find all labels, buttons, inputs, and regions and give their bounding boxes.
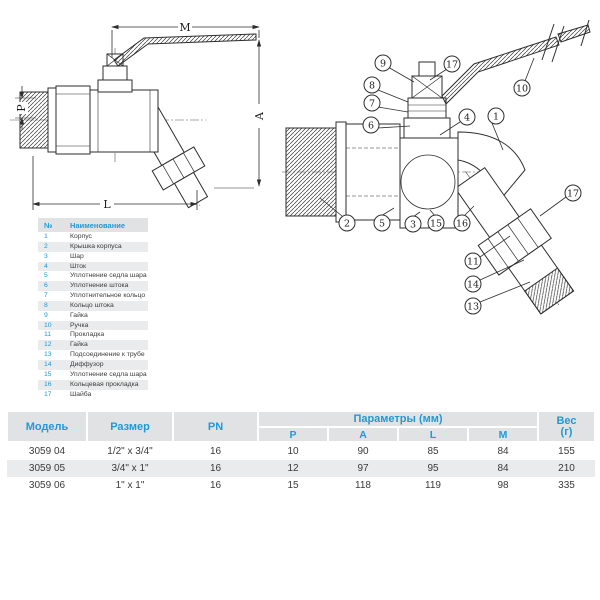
part-name: Корпус bbox=[70, 233, 92, 240]
part-name: Подсоединение к трубе bbox=[70, 351, 145, 359]
a-cell: 90 bbox=[357, 446, 369, 457]
callout-1 bbox=[488, 108, 504, 124]
part-number: 11 bbox=[44, 331, 52, 339]
col-header-size: Размер bbox=[87, 411, 173, 442]
m-cell: 84 bbox=[497, 463, 509, 474]
table-row bbox=[38, 301, 148, 311]
weight-cell: 335 bbox=[558, 480, 575, 491]
p-cell: 12 bbox=[287, 463, 299, 474]
weight-label-line2: (г) bbox=[560, 425, 573, 438]
table-row bbox=[38, 340, 148, 350]
stem-assembly bbox=[404, 62, 450, 138]
callout-13 bbox=[465, 298, 481, 314]
ball-chamber bbox=[400, 138, 458, 228]
table-row bbox=[38, 370, 148, 380]
parts-list-table bbox=[38, 218, 148, 399]
parts-col-num-header: № bbox=[38, 218, 69, 232]
callout-8 bbox=[364, 77, 380, 93]
size-cell: 3/4" x 1" bbox=[111, 463, 149, 474]
callout-4 bbox=[459, 109, 475, 125]
part-name: Крышка корпуса bbox=[70, 242, 122, 250]
part-name: Диффузор bbox=[70, 360, 104, 368]
parts-col-name-header: Наименование bbox=[69, 218, 148, 232]
technical-drawing-side-view bbox=[2, 14, 274, 216]
part-name: Кольцевая прокладка bbox=[70, 380, 139, 388]
part-name: Прокладка bbox=[70, 331, 105, 339]
callout-10 bbox=[514, 80, 530, 96]
table-row bbox=[7, 442, 595, 460]
svg-text:3: 3 bbox=[409, 219, 417, 231]
a-cell: 118 bbox=[355, 480, 371, 491]
l-cell: 85 bbox=[427, 446, 439, 457]
col-header-p: P bbox=[258, 427, 328, 442]
dim-label-p: P bbox=[15, 104, 28, 112]
part-number: 9 bbox=[44, 311, 48, 319]
model-cell: 3059 05 bbox=[28, 463, 66, 474]
parts-header-row bbox=[38, 218, 148, 232]
table-row bbox=[38, 281, 148, 291]
part-number: 1 bbox=[44, 233, 48, 240]
svg-text:10: 10 bbox=[515, 83, 529, 95]
pn-cell: 16 bbox=[209, 446, 222, 457]
part-number: 10 bbox=[44, 321, 52, 329]
svg-text:4: 4 bbox=[463, 112, 471, 124]
exploded-parts-diagram bbox=[278, 20, 600, 330]
callout-9 bbox=[375, 55, 391, 71]
table-row bbox=[38, 360, 148, 370]
part-number: 13 bbox=[44, 351, 52, 359]
table-row bbox=[38, 252, 148, 262]
size-cell: 1/2" x 3/4" bbox=[107, 446, 153, 457]
table-row bbox=[38, 271, 148, 281]
dim-label-l: L bbox=[103, 198, 111, 211]
m-cell: 84 bbox=[497, 446, 509, 457]
svg-text:7: 7 bbox=[368, 98, 376, 110]
spec-header-row-1 bbox=[7, 411, 595, 427]
part-name: Шток bbox=[70, 262, 87, 270]
part-name: Шайба bbox=[70, 390, 92, 398]
table-row bbox=[38, 330, 148, 340]
p-cell: 10 bbox=[287, 446, 299, 457]
col-header-pn: PN bbox=[173, 411, 258, 442]
size-cell: 1" x 1" bbox=[115, 480, 145, 491]
dimension-a bbox=[214, 40, 266, 188]
svg-text:9: 9 bbox=[379, 58, 387, 70]
svg-text:16: 16 bbox=[455, 218, 469, 230]
part-number: 3 bbox=[44, 252, 48, 260]
l-cell: 95 bbox=[427, 463, 439, 474]
callout-16 bbox=[454, 215, 470, 231]
callout-11 bbox=[465, 253, 481, 269]
part-number: 6 bbox=[44, 282, 48, 290]
table-row bbox=[38, 350, 148, 360]
dim-label-m: M bbox=[179, 21, 191, 34]
part-number: 15 bbox=[44, 370, 52, 378]
callout-17-right bbox=[565, 185, 581, 201]
part-name: Кольцо штока bbox=[70, 301, 114, 309]
col-header-l: L bbox=[398, 427, 468, 442]
part-number: 5 bbox=[44, 272, 48, 280]
weight-label-line1: Вес bbox=[556, 414, 577, 427]
part-name: Ручка bbox=[70, 321, 89, 329]
pn-cell: 16 bbox=[209, 463, 222, 474]
part-name: Гайка bbox=[70, 341, 88, 349]
svg-text:13: 13 bbox=[466, 301, 480, 313]
l-cell: 119 bbox=[425, 480, 441, 491]
callout-6 bbox=[363, 117, 379, 133]
table-row bbox=[38, 262, 148, 272]
callout-2 bbox=[339, 215, 355, 231]
table-row bbox=[38, 232, 148, 242]
dim-label-a: A bbox=[253, 112, 266, 120]
svg-text:14: 14 bbox=[466, 279, 480, 291]
table-row bbox=[38, 380, 148, 390]
table-row bbox=[7, 477, 595, 494]
weight-cell: 155 bbox=[558, 446, 575, 457]
p-cell: 15 bbox=[287, 480, 299, 491]
callout-14 bbox=[465, 276, 481, 292]
a-cell: 97 bbox=[357, 463, 369, 474]
valve-body bbox=[90, 90, 158, 152]
table-row bbox=[38, 291, 148, 301]
part-name: Уплотнение седла шара bbox=[70, 370, 147, 378]
svg-text:6: 6 bbox=[367, 120, 375, 132]
callout-5 bbox=[374, 215, 390, 231]
weight-cell: 210 bbox=[558, 463, 575, 474]
col-header-weight bbox=[538, 411, 595, 442]
table-row bbox=[38, 321, 148, 331]
svg-text:8: 8 bbox=[368, 80, 376, 92]
svg-text:2: 2 bbox=[343, 218, 351, 230]
svg-text:5: 5 bbox=[378, 218, 386, 230]
callout-17-top bbox=[444, 56, 460, 72]
part-number: 7 bbox=[44, 292, 48, 300]
part-number: 8 bbox=[44, 301, 48, 309]
part-name: Гайка bbox=[70, 311, 88, 319]
svg-text:1: 1 bbox=[492, 111, 500, 123]
col-header-model: Модель bbox=[7, 411, 87, 442]
pn-cell: 16 bbox=[209, 480, 222, 491]
col-header-a: A bbox=[328, 427, 398, 442]
part-number: 16 bbox=[44, 380, 52, 388]
col-header-m: M bbox=[468, 427, 538, 442]
col-header-params: Параметры (мм) bbox=[258, 411, 538, 427]
part-number: 17 bbox=[44, 390, 52, 398]
svg-text:15: 15 bbox=[429, 218, 443, 230]
spec-table bbox=[6, 410, 596, 494]
svg-text:17: 17 bbox=[566, 188, 580, 200]
svg-text:11: 11 bbox=[466, 256, 480, 268]
model-cell: 3059 04 bbox=[28, 446, 66, 457]
part-number: 2 bbox=[44, 242, 48, 250]
model-cell: 3059 06 bbox=[28, 480, 66, 491]
table-row bbox=[38, 242, 148, 252]
part-name: Уплотнение штока bbox=[70, 282, 129, 290]
callout-15 bbox=[428, 215, 444, 231]
part-name: Шар bbox=[70, 252, 84, 260]
inlet-thread bbox=[20, 86, 90, 154]
m-cell: 98 bbox=[497, 480, 509, 491]
handle-lever bbox=[114, 34, 256, 66]
part-number: 12 bbox=[44, 341, 52, 349]
part-number: 4 bbox=[44, 262, 48, 270]
part-name: Уплотнительное кольцо bbox=[70, 292, 146, 300]
table-row bbox=[38, 311, 148, 321]
callout-3 bbox=[405, 216, 421, 232]
svg-text:17: 17 bbox=[445, 59, 459, 71]
part-name: Уплотнение седла шара bbox=[70, 272, 147, 280]
body-cap bbox=[286, 122, 400, 222]
callout-7 bbox=[364, 95, 380, 111]
table-row bbox=[7, 460, 595, 477]
table-row bbox=[38, 390, 148, 400]
part-number: 14 bbox=[44, 360, 52, 368]
